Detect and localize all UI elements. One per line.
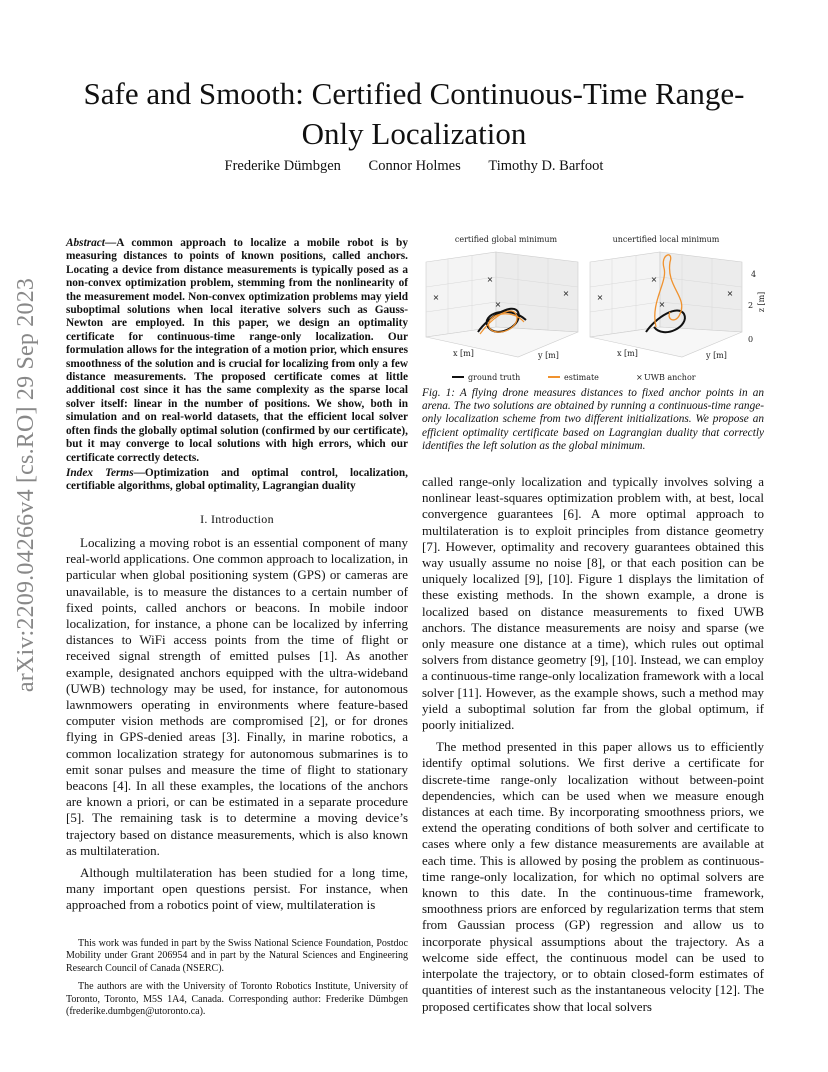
right-panel-title: uncertified local minimum: [612, 235, 720, 244]
abstract-text: —A common approach to localize a mobile robot is by measuring distances to points of known positions, called anchors. Locating a device from distance measurements is typically posed as a non-convex optimization problem, stemming from the nonlinearity of the measurement model. Non-convex optimization problems may yield suboptimal solutions when local iterative solvers such as Gauss-Newton are employed. In this paper, we design an optimality certificate for continuous-time range-only localization. Our formulation allows for the integration of a motion prior, which ensures smoothness of the solution and is crucial for localizing from only a few distance measurements. The proposed certificate comes at little additional cost since it has the same complexity as the sparse local solver itself: linear in the number of positions. We show, both in simulation and on real-world datasets, that the efficient local solver often finds the globally optimal solution (confirmed by our certificate), but it may converge to local solutions with high errors, which our certificate correctly detects.: [66, 237, 408, 464]
left-panel-axes: [426, 252, 578, 357]
svg-text:×: ×: [650, 275, 658, 284]
footnotes: [66, 938, 408, 1018]
svg-text:×: ×: [494, 300, 502, 309]
intro-paragraph-2: Although multilateration has been studied for a long time, many important open questions persist. For instance, when approached from a robotics point of view, multilateration is: [66, 864, 408, 913]
author-2: Connor Holmes: [368, 158, 461, 174]
z-axis-label: z [m]: [757, 291, 766, 313]
right-column: [422, 474, 764, 1015]
section-heading: I. Introduction: [200, 511, 274, 526]
footnote-funding: This work was funded in part by the Swiss National Science Foundation, Postdoc Mobility under Grant 206954 and in part by the Natural Sciences and Engineering Research Council of Canada (NSERC).: [66, 938, 408, 974]
svg-text:×: ×: [432, 293, 440, 302]
arxiv-stamp: arXiv:2209.04266v4 [cs.RO] 29 Sep 2023: [13, 277, 39, 693]
right-x-axis-label: x [m]: [617, 349, 638, 358]
figure-caption: Fig. 1: A flying drone measures distances to fixed anchor points in an arena. The two solutions are obtained by running a continuous-time range-only localization scheme from two different initializations. We propose an efficient optimality certificate based on Lagrangian duality that correctly identifies the left solution as the global minimum.: [422, 387, 764, 452]
right-paragraph-2: The method presented in this paper allows us to efficiently identify optimal solutions. We first derive a certificate for discrete-time range-only localization without between-point dependencies, which can be used when we measure enough distances at each time. By incorporating smoothness priors, we extend the operating conditions of both solver and certificate to cases where only a few distance measurements are available at each time. This is allowed by posing the problem as continuous-time range-only localization, for which no optimal solvers are known to this date. In the continuous-time framework, smoothness priors are enforced by regularization terms that stem from Gaussian process (GP) regression and allow us to incorporate physical assumptions about the trajectory. As a welcome side effect, the continuous model can be used to interpolate the trajectory, or to obtain closed-form estimates of quantities of interest such as the instantaneous velocity [12]. The proposed certificates show that local solvers: [422, 739, 764, 1014]
svg-text:×: ×: [726, 289, 734, 298]
abstract-label: Abstract: [66, 237, 105, 249]
z-tick-4: 4: [751, 270, 757, 279]
abstract: [66, 237, 408, 465]
left-y-axis-label: y [m]: [538, 351, 559, 360]
z-tick-0: 0: [748, 335, 754, 344]
right-panel-axes: [590, 252, 742, 357]
footnote-affiliation: The authors are with the University of Toronto Robotics Institute, University of Toronto, Toronto, M5S 1A4, Canada. Corresponding author: Frederike Dümbgen (frederike.dumbgen@utoronto.ca).: [66, 981, 408, 1018]
author-3: Timothy D. Barfoot: [488, 158, 604, 174]
legend-ground-truth: ground truth: [468, 373, 521, 382]
author-list: [60, 158, 768, 175]
index-terms-text: —Optimization and optimal control, localization, certifiable algorithms, global optimality, Lagrangian duality: [66, 466, 408, 493]
legend-estimate: estimate: [564, 373, 599, 382]
intro-paragraph-1: Localizing a moving robot is an essential component of many real-world applications. One common approach to localization, in particular when global positioning system (GPS) or cameras are unavailable, is to measure the distances to a certain number of fixed points, called anchors or beacons. In mobile indoor localization, for instance, a phone can be localized by inferring distances to WiFi access points from the time of flight or received signal strength of emitted pulses [1]. As another example, designated anchors equipped with the ultra-wideband (UWB) technology may be used, for instance, for autonomous lawnmowers operating in environments where feature-based computer vision methods are compromised [2], or for drones flying in GPS-denied areas [3]. Finally, in marine robotics, a common localization strategy for autonomous submarines is to emit sonar pulses and measure the time of flight to stationary beacons [4]. In all these examples, the locations of the anchors are known a priori, or can be estimated in a separate procedure [5]. The remaining task is to determine a moving device’s trajectory based on distance measurements, which is also known as multilateration.: [66, 534, 408, 858]
figure-legend: [452, 373, 696, 382]
svg-text:×: ×: [658, 300, 666, 309]
paper-title: Safe and Smooth: Certified Continuous-Time Range-Only Localization: [83, 76, 745, 151]
z-tick-2: 2: [748, 301, 754, 310]
figure-1: [418, 232, 770, 382]
svg-text:×: ×: [486, 275, 494, 284]
legend-anchor-marker: ×: [636, 373, 643, 382]
svg-text:×: ×: [562, 289, 570, 298]
right-y-axis-label: y [m]: [706, 351, 727, 360]
left-column: [66, 237, 408, 914]
left-panel-title: certified global minimum: [454, 235, 558, 244]
right-paragraph-1: called range-only localization and typically involves solving a nonlinear least-squares optimization problem with, at best, local convergence guarantees [6]. A more optimal approach to multilateration is to exploit principles from distance geometry [7]. However, optimality and recovery guarantees obtained this way usually assume no noise [8], or that each position can be uniquely localized [9], [10]. Figure 1 displays the limitation of these existing methods. In the shown example, a drone is localized based on distance measurements to fixed UWB anchors. The distance measurements are noisy and sparse (we only measure one distance at a time), which rules out optimal solvers from distance geometry [9], [10]. Instead, we can employ a continuous-time range-only localization framework with a local solver [11]. However, as the example shows, such a method may yield a suboptimal solution far from the global optimum, if poorly initialized.: [422, 474, 764, 733]
legend-uwb-anchor: UWB anchor: [644, 373, 696, 382]
index-terms: [66, 467, 408, 494]
svg-text:×: ×: [596, 293, 604, 302]
left-x-axis-label: x [m]: [453, 349, 474, 358]
author-1: Frederike Dümbgen: [224, 158, 341, 174]
index-terms-label: Index Terms: [66, 466, 134, 479]
